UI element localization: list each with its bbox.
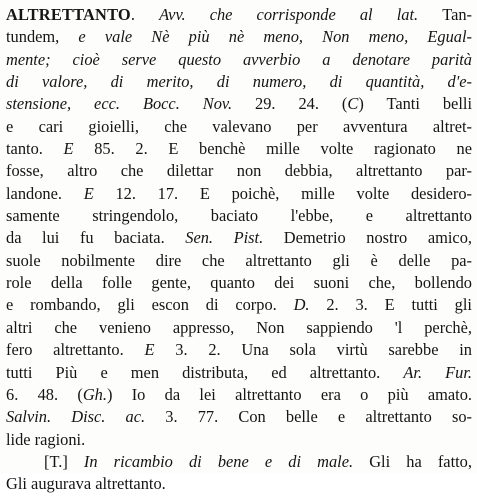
entry-line	[6, 473, 472, 495]
text-run: ) Tanti belli	[358, 94, 472, 114]
text-run: role della folle gente, quanto dei suoni che, bollendo	[6, 273, 472, 293]
italic-run: Avv. che corrisponde al lat.	[159, 5, 443, 24]
entry-line	[6, 429, 472, 451]
entry-line	[6, 294, 472, 316]
text-run: fero altrettanto.	[6, 340, 145, 360]
text-run: e rombando, gli escon di corpo.	[6, 295, 294, 315]
text-run: altri che venieno appresso, Non sappiendo 'l perchè,	[6, 317, 472, 337]
text-run: tanto.	[6, 139, 64, 159]
entry-line	[6, 4, 472, 26]
text-run: Demetrio nostro amico,	[283, 228, 472, 248]
entry-line	[6, 227, 472, 249]
text-run: suole nobilmente dire che altrettanto gli è delle pa-	[6, 250, 472, 270]
text-run: 3. 2. Una sola virtù sarebbe in	[175, 340, 472, 360]
entry-line	[6, 272, 472, 294]
entry-line	[6, 26, 472, 48]
entry-line	[6, 317, 472, 339]
italic-run: In ricambio di bene e di male.	[83, 451, 370, 471]
italic-run: e vale Nè più nè meno, Non meno, Egual-	[78, 27, 472, 47]
text-run: fosse, altro che dilettar non debbia, altrettanto par-	[6, 161, 472, 181]
text-run: 12. 17. E poichè, mille volte desidero-	[115, 183, 472, 203]
entry-line	[6, 138, 472, 160]
italic-run: Salvin. Disc. ac.	[6, 407, 166, 427]
entry-line	[6, 71, 472, 93]
text-run: 3. 77. Con belle e altrettanto so-	[165, 407, 472, 427]
italic-run: Gh.	[82, 384, 107, 404]
entry-line	[6, 406, 472, 428]
entry-line	[6, 49, 472, 71]
entry-line	[6, 250, 472, 272]
text-run: tundem,	[6, 27, 79, 47]
text-run: Gli ha fatto,	[369, 451, 472, 471]
italic-run: E	[83, 183, 116, 203]
entry-line	[6, 339, 472, 361]
text-run: 85. 2. E benchè mille volte ragionato ne	[94, 139, 472, 159]
entry-line	[6, 93, 472, 115]
italic-run: stensione, ecc. Bocc. Nov.	[6, 94, 256, 114]
text-run: ) Io da lei altrettanto era o più amato.	[106, 384, 472, 404]
italic-run: E	[63, 139, 95, 159]
text-run: 2. 3. E tutti gli	[326, 295, 472, 315]
entry-line	[6, 183, 472, 205]
italic-run: di valore, di merito, di numero, di quantità, d'e-	[6, 72, 472, 92]
italic-run: mente; cioè serve questo avverbio a denotare parità	[6, 49, 472, 69]
entry-line	[6, 362, 472, 384]
text-run: tutti Più e men distributa, ed altrettanto.	[6, 362, 404, 382]
entry-line	[6, 384, 472, 406]
text-run: landone.	[6, 183, 84, 203]
text-run: e cari gioielli, che valevano per avventura altret-	[6, 116, 472, 136]
text-run: Tan-	[442, 5, 472, 24]
italic-run: Ar. Fur.	[403, 362, 472, 382]
italic-run: D.	[293, 295, 327, 315]
text-run: 6. 48. (	[6, 384, 83, 404]
entry-line	[6, 160, 472, 182]
italic-run: C	[347, 94, 359, 114]
italic-run: Sen. Pist.	[185, 228, 284, 248]
dictionary-entry	[6, 4, 472, 496]
entry-line	[6, 205, 472, 227]
text-run: samente stringendolo, baciato l'ebbe, e altrettanto	[6, 206, 472, 226]
entry-line	[6, 451, 472, 473]
text-run: [T.]	[44, 451, 84, 471]
headword: ALTRETTANTO	[6, 5, 131, 24]
text-run: lide ragioni.	[6, 429, 86, 449]
text-run: da lui fu baciata.	[6, 228, 186, 248]
text-run: 29. 24. (	[255, 94, 348, 114]
text-run: .	[130, 5, 160, 24]
entry-line	[6, 116, 472, 138]
italic-run: E	[144, 340, 176, 360]
text-run: Gli augurava altrettanto.	[6, 474, 166, 494]
